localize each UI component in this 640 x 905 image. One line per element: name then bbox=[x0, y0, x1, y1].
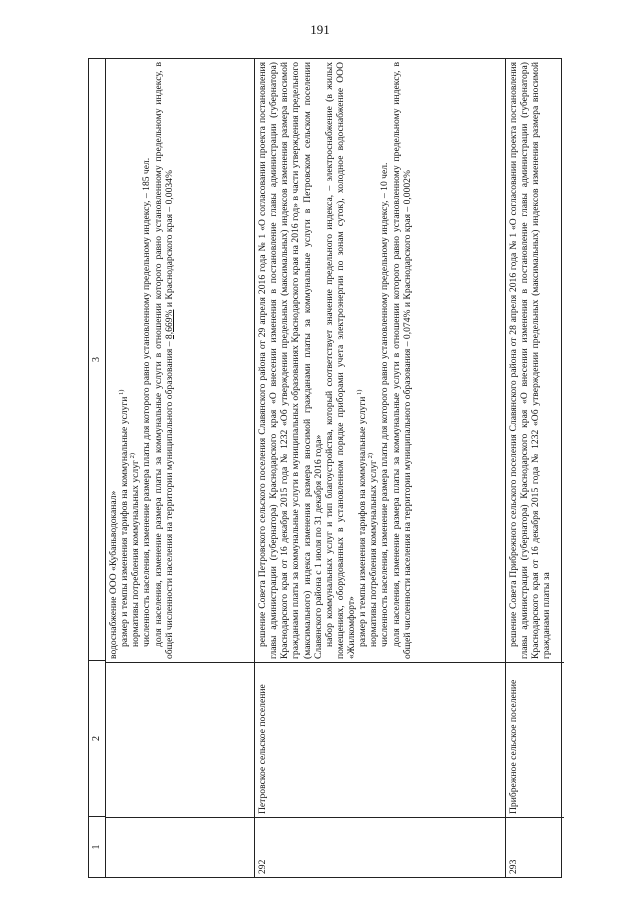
row-number: 292 bbox=[255, 817, 505, 877]
description-cell bbox=[506, 59, 564, 662]
description-paragraph: водоснабжение ООО «Кубаньводоканал» bbox=[108, 490, 119, 659]
description-paragraph: численность населения, изменение размера платы для которого равно установленному предельному индексу, – 10 чел. bbox=[379, 162, 391, 647]
description-paragraph: размер и темпы изменения тарифов на коммунальные услуги $^{1)}$ bbox=[117, 389, 131, 647]
row-number: 293 bbox=[506, 817, 564, 877]
description-paragraph: доля населения, изменение размера платы за коммунальные услуги в отношении которого равно установленному предельному индексу, в общей численности населения на территории муниципального образования – 0,074% и Краснодарского края – 0,0002% bbox=[390, 62, 413, 659]
description-paragraph: нормативы потребления коммунальных услуг $^{2)}$ bbox=[367, 453, 380, 647]
settlement-name bbox=[106, 662, 254, 817]
description-cell bbox=[255, 59, 505, 662]
footnote-marker: 1) bbox=[117, 389, 125, 397]
page-number: 191 bbox=[310, 22, 330, 37]
description-paragraph: численность населения, изменение размера платы для которого равно установленному предельному индексу, – 185 чел. bbox=[141, 157, 153, 647]
settlement-name: Прибрежное сельское поселение bbox=[506, 662, 564, 817]
description-cell bbox=[106, 59, 254, 662]
description-paragraph: размер и темпы изменения тарифов на коммунальные услуги $^{1)}$ bbox=[355, 389, 369, 647]
header-col-2: 2 bbox=[89, 660, 105, 816]
table-header bbox=[89, 59, 106, 877]
footnote-marker: 2) bbox=[129, 453, 137, 461]
table-row bbox=[255, 59, 506, 877]
underlined-value: 8,669% bbox=[163, 309, 175, 340]
description-paragraph: нормативы потребления коммунальных услуг $^{2)}$ bbox=[129, 453, 142, 647]
description-paragraph: набор коммунальных услуг и тип благоустройства, который соответствует значение предельного индекса, – электроснабжение (в жилых помещениях, оборудованных в установленном порядке приборами учета электроэнергии по зонам суток), холодное водоснабжение ООО «Жилкомфорт» bbox=[323, 62, 357, 659]
description-paragraph: решение Совета Петровского сельского поселения Славянского района от 29 апреля 2016 года № 1 «О согласовании проекта постановления главы администрации (губернатора) Краснодарского края «О внесении изменения в постановление главы администрации (губернатора) Краснодарского края от 16 декабря 2015 года № 1232 «Об утверждении предельных (максимальных) индексов изменения размера вносимой гражданами платы за коммунальные услуги в муниципальных образованиях Краснодарского края на 2016 год» в части утверждения предельного (максимального) индекса изменения размера вносимой гражданами платы за коммунальные услуги в Петровском сельском поселении Славянского района с 1 июля по 31 декабря 2016 года» bbox=[257, 62, 324, 659]
table-row bbox=[106, 59, 255, 877]
rotated-table-wrapper bbox=[88, 58, 562, 878]
settlement-name: Петровское сельское поселение bbox=[255, 662, 505, 817]
footnote-marker: 2) bbox=[367, 453, 375, 461]
table-row bbox=[506, 59, 564, 877]
footnote-marker: 1) bbox=[355, 389, 363, 397]
description-paragraph: решение Совета Прибрежного сельского поселения Славянского района от 28 апреля 2016 года № 1 «О согласовании проекта постановления главы администрации (губернатора) Краснодарского края «О внесении изменения в постановление главы администрации (губернатора) Краснодарского края от 16 декабря 2015 года № 1232 «Об утверждении предельных (максимальных) индексов изменения размера вносимой гражданами платы за bbox=[508, 62, 553, 659]
data-table bbox=[88, 58, 562, 878]
row-number bbox=[106, 817, 254, 877]
header-col-3: 3 bbox=[91, 357, 102, 362]
description-paragraph: доля населения, изменение размера платы за коммунальные услуги в отношении которого равно установленному предельному индексу, в общей численности населения на территории муниципального образования – 8,669% и Краснодарского края – 0,0034% bbox=[152, 62, 175, 659]
header-col-1: 1 bbox=[89, 816, 105, 877]
